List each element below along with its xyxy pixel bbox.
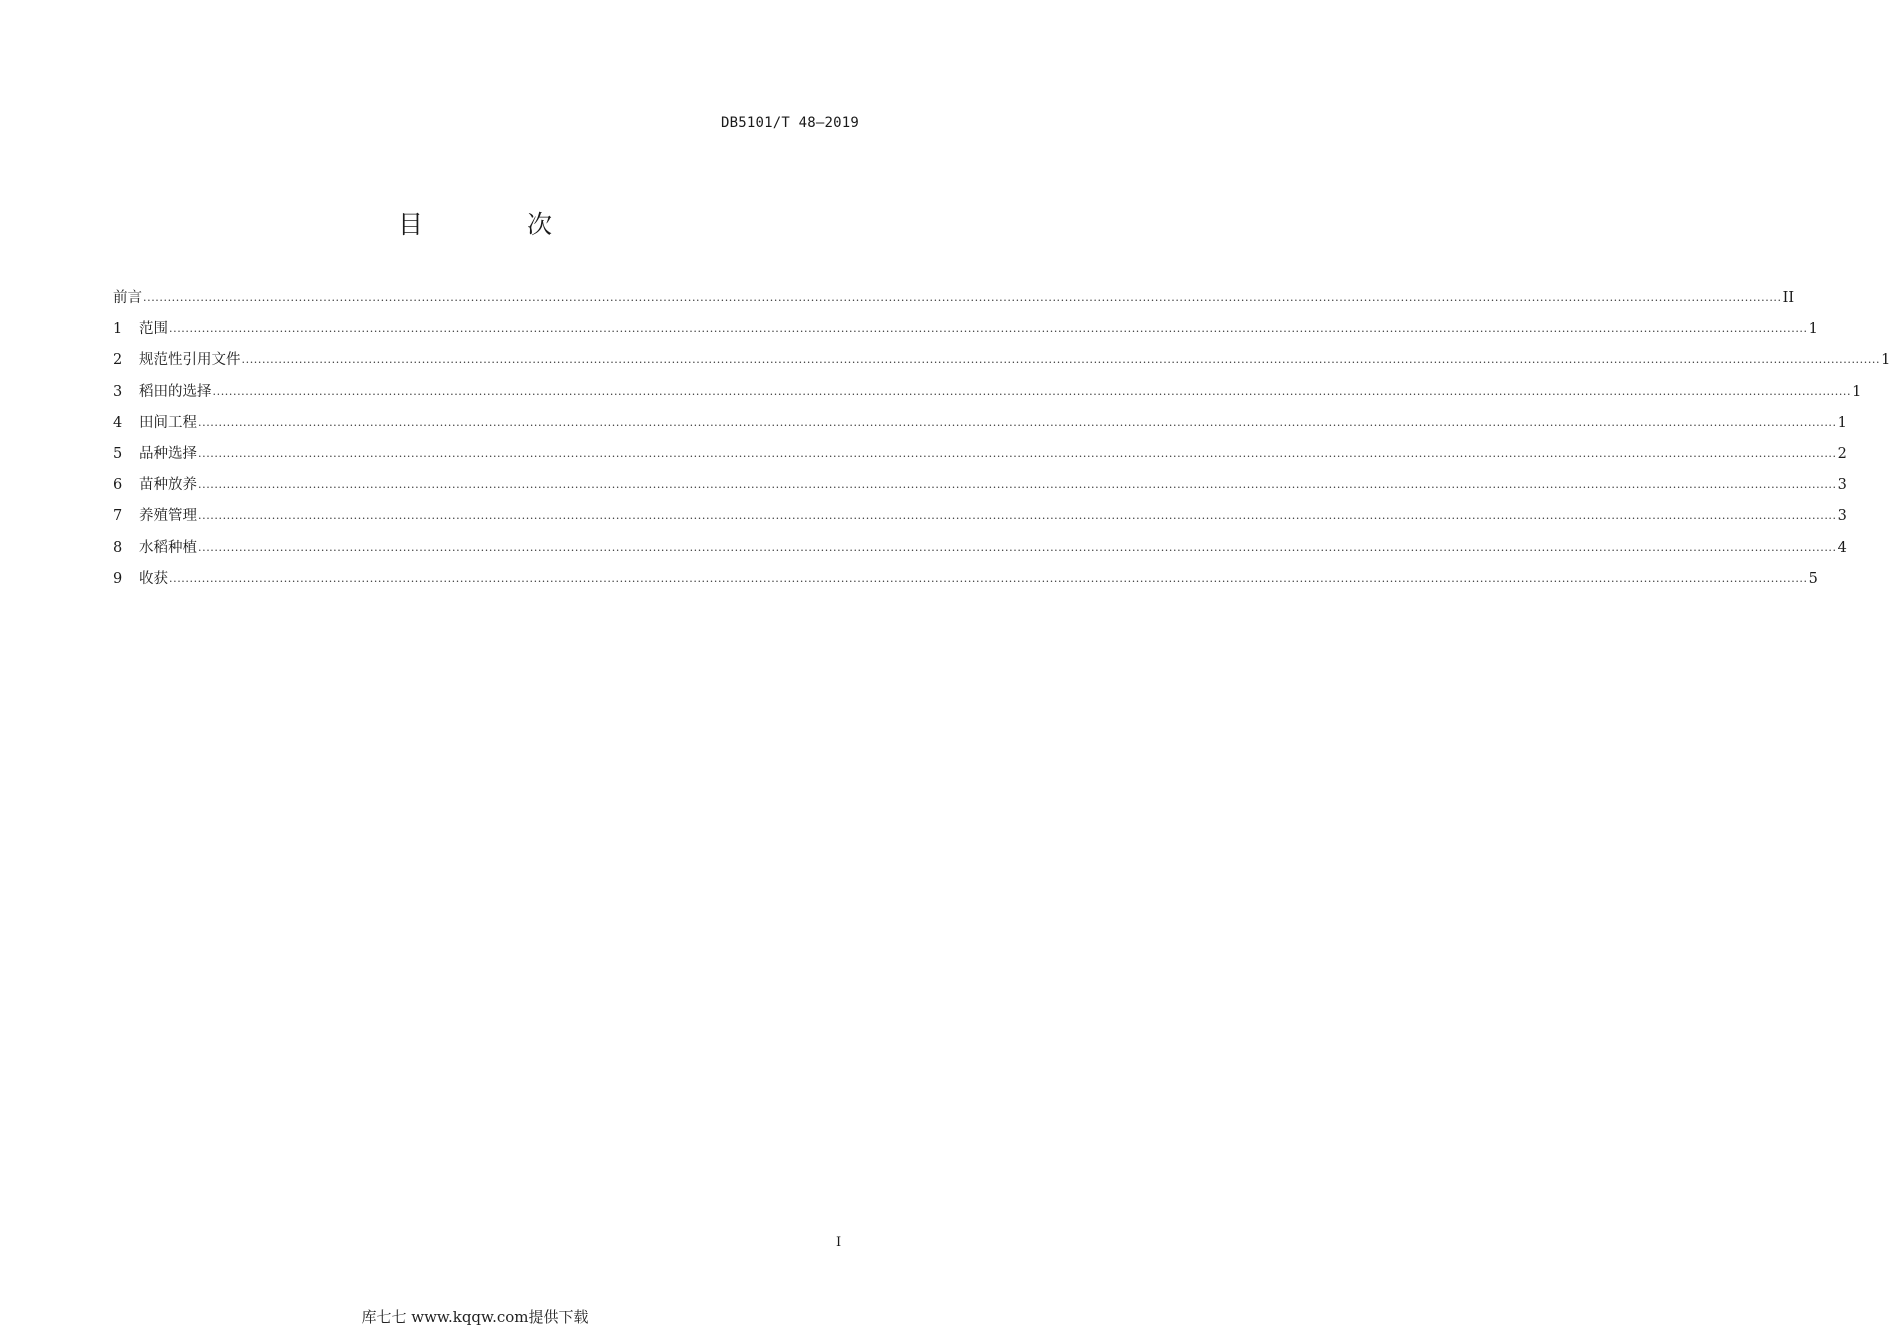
toc-entry-label: 范围 [139,321,168,338]
toc-entry-5[interactable] [113,442,1847,473]
toc-entry-2[interactable] [113,348,1890,379]
page-number: I [836,1235,842,1250]
toc-entry-number: 1 [113,321,123,338]
toc-entry-label: 苗种放养 [139,477,197,494]
toc-leader-dots: ................................................................................................................................................................................................................................................................................................................................................................................................................ [198,415,1837,429]
toc-entry-page: 3 [1837,508,1847,525]
toc-entry-label: 养殖管理 [139,508,197,525]
toc-entry-foreword[interactable] [113,286,1795,317]
table-of-contents [113,286,1890,598]
toc-entry-number: 4 [113,414,123,431]
toc-entry-number: 8 [113,539,123,556]
toc-entry-7[interactable] [113,504,1847,535]
footer-watermark-text: 库七七 www.kqqw.com提供下载 [361,1308,589,1326]
toc-leader-dots: ................................................................................................................................................................................................................................................................................................................................................................................................................ [143,291,1782,304]
toc-entry-label: 规范性引用文件 [139,352,241,369]
toc-entry-page: II [1782,290,1795,306]
toc-entry-label: 前言 [113,290,142,306]
toc-entry-label: 品种选择 [139,445,197,462]
toc-entry-label: 稻田的选择 [139,383,212,400]
toc-entry-number: 6 [113,477,123,494]
toc-leader-dots: ................................................................................................................................................................................................................................................................................................................................................................................................................ [212,384,1852,398]
document-code: DB5101/T 48—2019 [720,115,859,131]
toc-leader-dots: ................................................................................................................................................................................................................................................................................................................................................................................................................ [198,446,1837,460]
toc-entry-page: 4 [1837,539,1847,556]
toc-entry-number: 5 [113,445,123,462]
toc-leader-dots: ................................................................................................................................................................................................................................................................................................................................................................................................................ [198,478,1837,492]
toc-entry-page: 2 [1837,445,1847,462]
toc-entry-number: 3 [113,383,123,400]
toc-leader-dots: ................................................................................................................................................................................................................................................................................................................................................................................................................ [198,509,1837,523]
toc-entry-page: 5 [1808,570,1818,587]
toc-leader-dots: ................................................................................................................................................................................................................................................................................................................................................................................................................ [169,571,1808,585]
toc-entry-label: 水稻种植 [139,539,197,556]
toc-entry-4[interactable] [113,411,1847,442]
toc-entry-9[interactable] [113,567,1818,598]
toc-entry-page: 1 [1852,383,1862,400]
toc-entry-label: 田间工程 [139,414,197,431]
toc-entry-6[interactable] [113,473,1847,504]
toc-leader-dots: ................................................................................................................................................................................................................................................................................................................................................................................................................ [241,353,1881,367]
toc-entry-page: 1 [1808,321,1818,338]
toc-entry-8[interactable] [113,536,1847,567]
toc-title: 目 次 [398,210,600,239]
toc-entry-number: 9 [113,570,123,587]
toc-leader-dots: ................................................................................................................................................................................................................................................................................................................................................................................................................ [198,540,1837,554]
toc-leader-dots: ................................................................................................................................................................................................................................................................................................................................................................................................................ [169,322,1808,336]
toc-entry-number: 2 [113,352,123,369]
toc-entry-page: 1 [1837,414,1847,431]
toc-entry-label: 收获 [139,570,168,587]
toc-entry-page: 3 [1837,477,1847,494]
toc-entry-page: 1 [1881,352,1890,369]
toc-entry-3[interactable] [113,380,1862,411]
toc-entry-number: 7 [113,508,123,525]
toc-entry-1[interactable] [113,317,1818,348]
